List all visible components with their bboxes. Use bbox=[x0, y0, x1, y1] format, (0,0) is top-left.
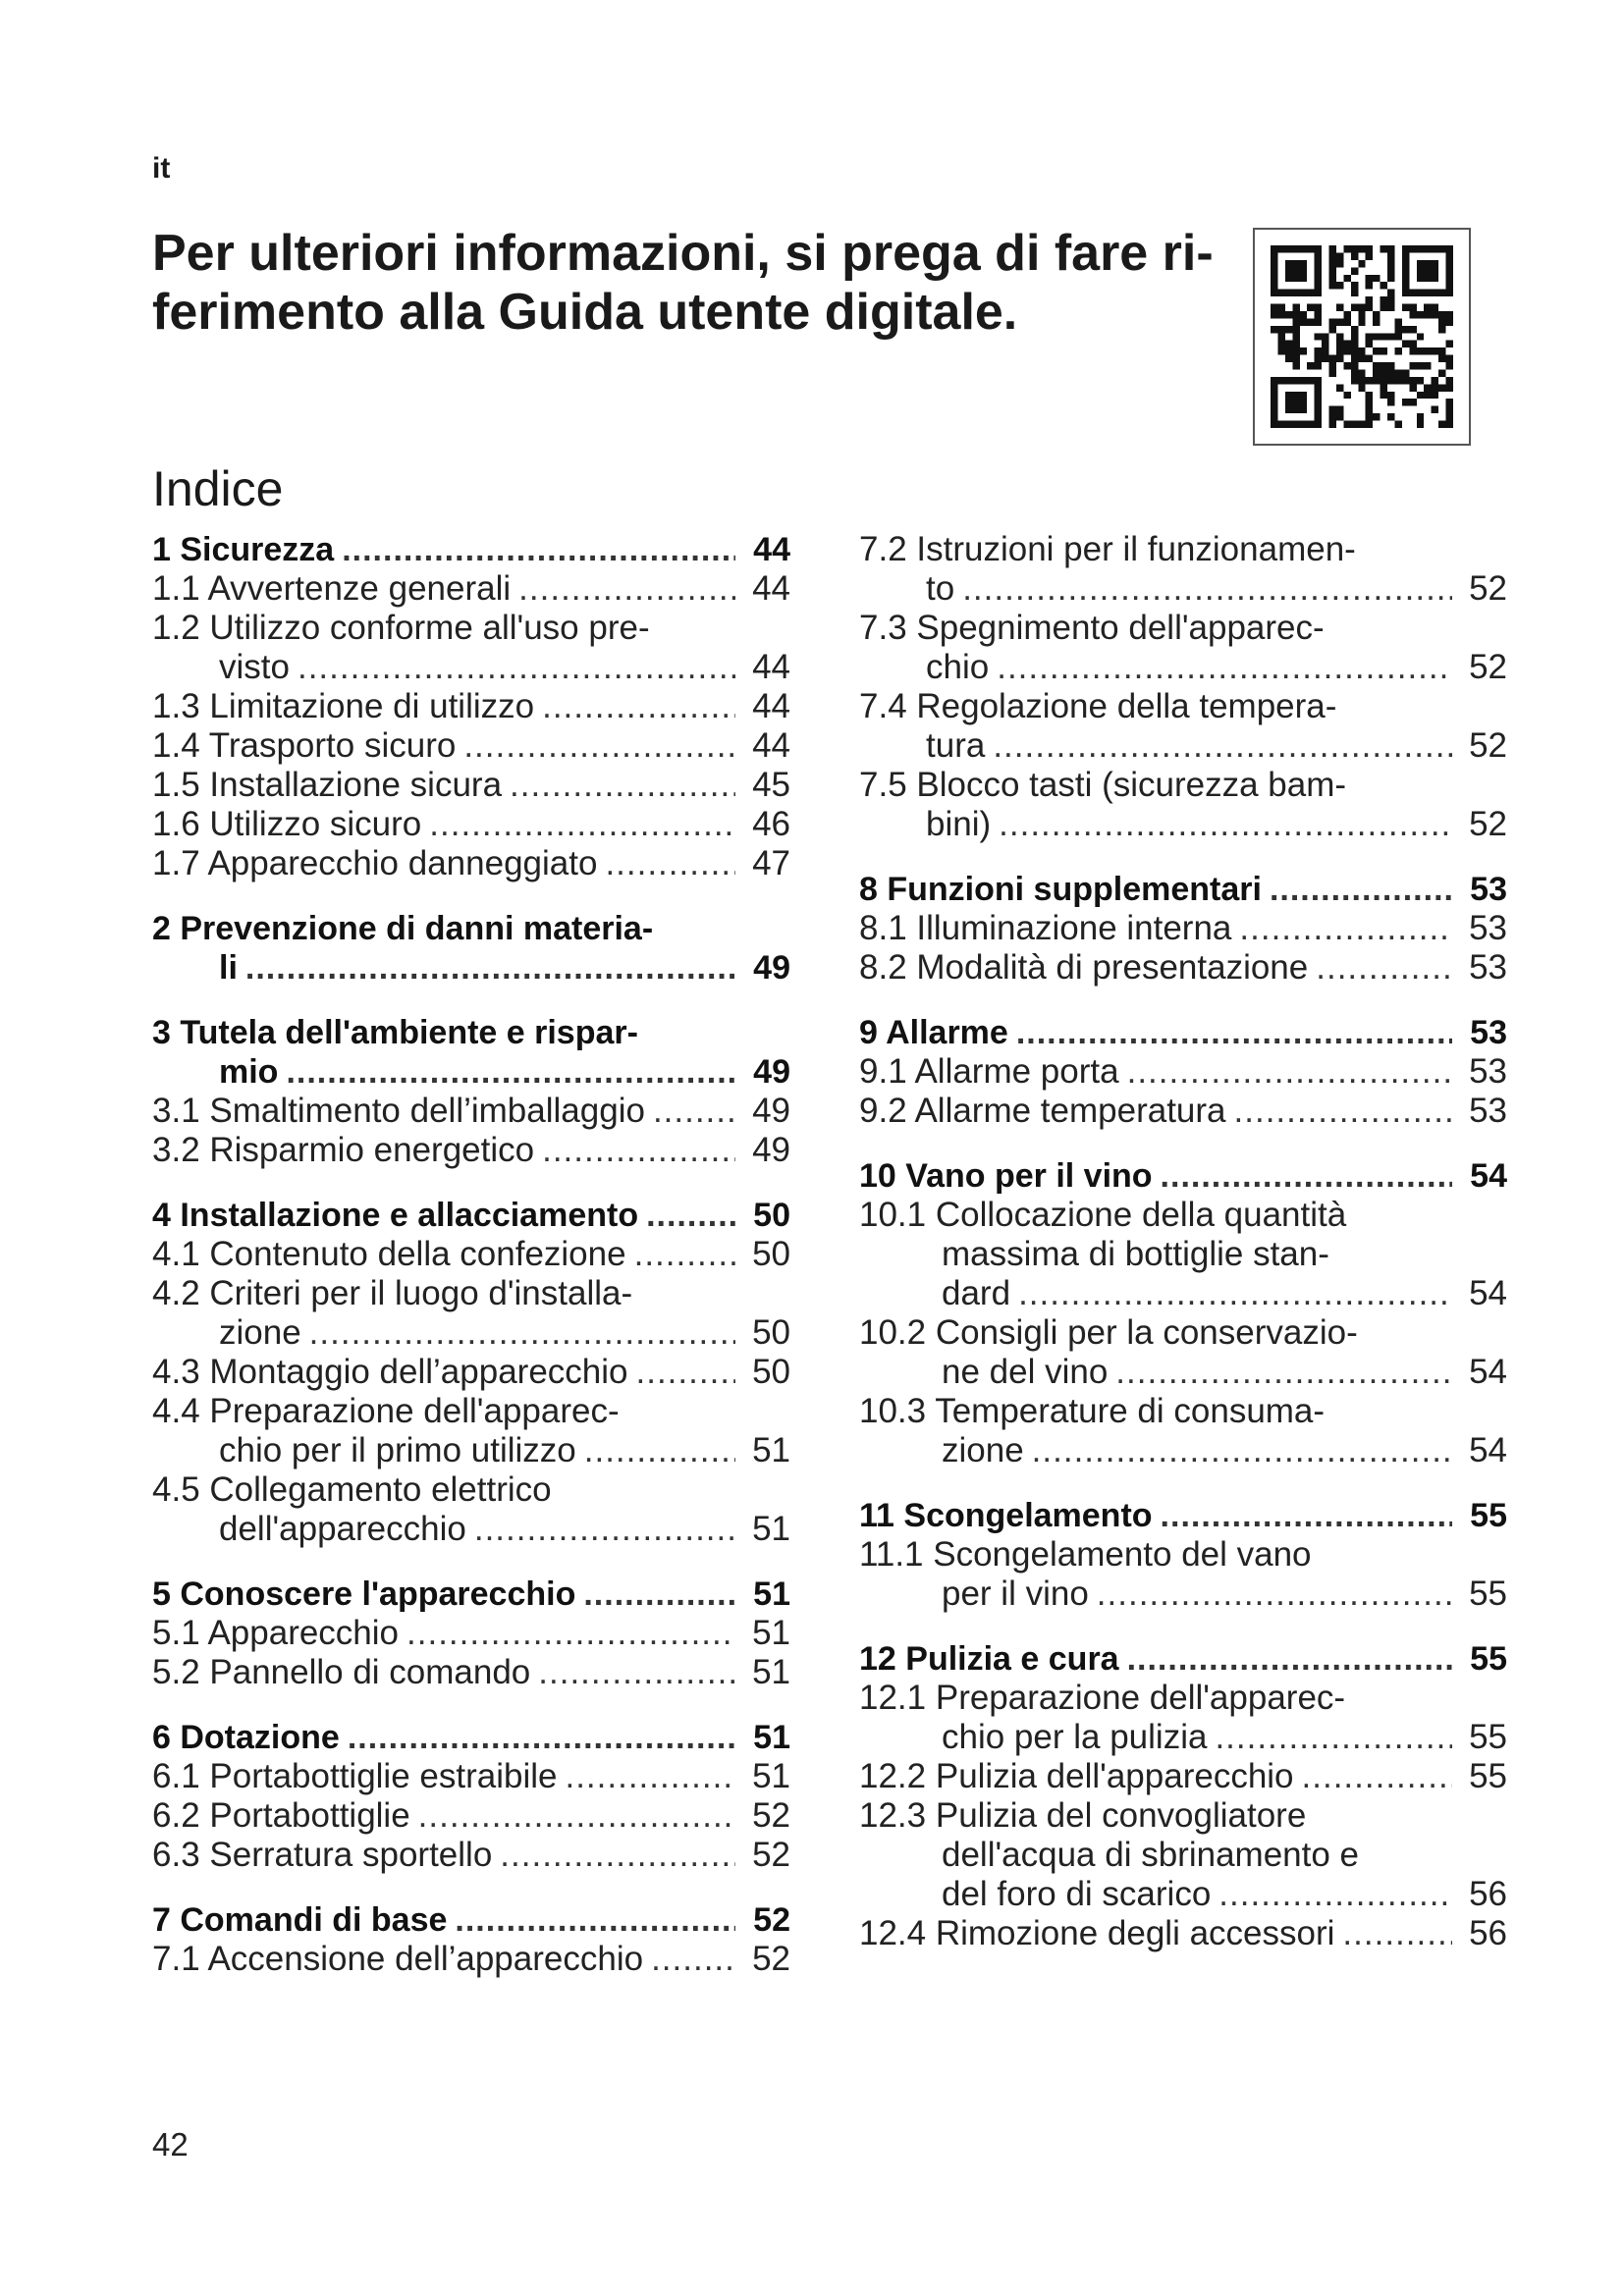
leader-dots bbox=[653, 1092, 735, 1131]
toc-entry-title: zione bbox=[942, 1431, 1024, 1469]
toc-entry-line bbox=[859, 726, 1507, 766]
toc-entry-title: 7 Comandi di base bbox=[152, 1901, 448, 1939]
leader-dots bbox=[1127, 1639, 1452, 1679]
toc-entry-line: 2 Prevenzione di danni materia- bbox=[152, 910, 654, 947]
toc-page-number: 52 bbox=[1469, 726, 1507, 765]
toc-entry-line bbox=[152, 569, 790, 609]
toc-entry-title: 9.2 Allarme temperatura bbox=[859, 1092, 1226, 1130]
toc-entry-title: 8 Funzioni supplementari bbox=[859, 871, 1262, 908]
toc-subsection-entry[interactable] bbox=[859, 1392, 1507, 1470]
toc-page-number: 49 bbox=[752, 1131, 790, 1169]
toc-subsection-entry[interactable] bbox=[152, 1796, 790, 1836]
toc-page-number: 51 bbox=[752, 1614, 790, 1652]
toc-subsection-entry[interactable] bbox=[152, 1235, 790, 1274]
toc-section bbox=[152, 1718, 790, 1875]
toc-entry-title: 4.1 Contenuto della confezione bbox=[152, 1235, 626, 1273]
toc-entry-title: 4 Installazione e allacciamento bbox=[152, 1197, 639, 1234]
toc-entry-title: chio bbox=[926, 648, 990, 686]
toc-entry-line bbox=[859, 1718, 1507, 1757]
toc-subsection-entry[interactable] bbox=[152, 1353, 790, 1392]
leader-dots bbox=[1016, 1013, 1452, 1052]
toc-entry-title: per il vino bbox=[942, 1575, 1089, 1613]
toc-entry-title: 9.1 Allarme porta bbox=[859, 1052, 1119, 1091]
page-headline bbox=[152, 224, 1222, 342]
toc-entry-line: 4.2 Criteri per il luogo d'installa- bbox=[152, 1274, 633, 1312]
toc-subsection-entry[interactable] bbox=[859, 1757, 1507, 1796]
toc-entry-line bbox=[859, 1013, 1507, 1052]
toc-entry-title: 6.3 Serratura sportello bbox=[152, 1836, 493, 1874]
leader-dots bbox=[584, 1431, 735, 1470]
leader-dots bbox=[646, 1196, 735, 1235]
leader-dots bbox=[298, 648, 735, 687]
leader-dots bbox=[1239, 909, 1452, 948]
toc-entry-line: 12.3 Pulizia del convogliatore bbox=[859, 1796, 1307, 1835]
toc-chapter-entry[interactable] bbox=[152, 1196, 790, 1235]
toc-entry-title: 1.7 Apparecchio danneggiato bbox=[152, 844, 598, 882]
toc-entry-title: visto bbox=[219, 648, 290, 686]
leader-dots bbox=[348, 1718, 735, 1757]
toc-entry-title: dard bbox=[942, 1274, 1011, 1312]
page-number: 42 bbox=[152, 2126, 189, 2163]
toc-subsection-entry[interactable] bbox=[152, 766, 790, 805]
toc-entry-line bbox=[859, 569, 1507, 609]
leader-dots bbox=[309, 1313, 735, 1353]
toc-page-number: 50 bbox=[753, 1197, 790, 1234]
toc-entry-title: 5.2 Pannello di comando bbox=[152, 1653, 531, 1691]
leader-dots bbox=[538, 1653, 735, 1692]
index-title: Indice bbox=[152, 461, 284, 516]
toc-entry-line bbox=[152, 1431, 790, 1470]
toc-page-number: 51 bbox=[752, 1757, 790, 1795]
toc-entry-line bbox=[152, 1796, 790, 1836]
toc-entry-title: 7.1 Accensione dell’apparecchio bbox=[152, 1940, 644, 1978]
toc-entry-line bbox=[152, 766, 790, 805]
toc-entry-line bbox=[859, 1353, 1507, 1392]
leader-dots bbox=[1161, 1156, 1452, 1196]
toc-subsection-entry[interactable] bbox=[152, 1392, 790, 1470]
toc-chapter-entry[interactable] bbox=[152, 1575, 790, 1614]
leader-dots bbox=[406, 1614, 735, 1653]
toc-page-number: 49 bbox=[752, 1092, 790, 1130]
toc-section bbox=[859, 1013, 1507, 1131]
leader-dots bbox=[474, 1510, 735, 1549]
toc-entry-line bbox=[152, 530, 790, 569]
toc-subsection-entry[interactable] bbox=[152, 1940, 790, 1979]
toc-entry-line bbox=[859, 648, 1507, 687]
leader-dots bbox=[1161, 1496, 1452, 1535]
toc-entry-line: 10.2 Consigli per la conservazio- bbox=[859, 1313, 1358, 1352]
toc-page-number: 52 bbox=[753, 1901, 790, 1939]
leader-dots bbox=[455, 1900, 735, 1940]
toc-entry-title: 12.4 Rimozione degli accessori bbox=[859, 1914, 1335, 1952]
toc-subsection-entry[interactable] bbox=[152, 726, 790, 766]
leader-dots bbox=[342, 530, 735, 569]
toc-chapter-entry[interactable] bbox=[859, 870, 1507, 909]
toc-subsection-entry[interactable] bbox=[859, 766, 1507, 844]
toc-subsection-entry[interactable] bbox=[152, 844, 790, 883]
toc-page-number: 52 bbox=[752, 1940, 790, 1978]
toc-page-number: 47 bbox=[752, 844, 790, 882]
toc-entry-title: 12.2 Pulizia dell'apparecchio bbox=[859, 1757, 1294, 1795]
toc-entry-line bbox=[152, 1510, 790, 1549]
toc-chapter-entry[interactable] bbox=[152, 909, 790, 988]
toc-subsection-entry[interactable] bbox=[859, 948, 1507, 988]
toc-page-number: 53 bbox=[1470, 1014, 1507, 1051]
toc-subsection-entry[interactable] bbox=[859, 909, 1507, 948]
toc-entry-line: 7.2 Istruzioni per il funzionamen- bbox=[859, 530, 1356, 568]
toc-entry-title: mio bbox=[219, 1053, 279, 1091]
leader-dots bbox=[605, 844, 735, 883]
toc-entry-line bbox=[152, 648, 790, 687]
toc-entry-line bbox=[859, 1052, 1507, 1092]
toc-subsection-entry[interactable] bbox=[859, 1313, 1507, 1392]
toc-entry-line bbox=[152, 1092, 790, 1131]
toc-page-number: 55 bbox=[1469, 1718, 1507, 1756]
toc-entry-title: 1.5 Installazione sicura bbox=[152, 766, 503, 804]
toc-page-number: 50 bbox=[752, 1353, 790, 1391]
toc-entry-title: 1.1 Avvertenze generali bbox=[152, 569, 512, 608]
leader-dots bbox=[565, 1757, 735, 1796]
toc-entry-line: 4.5 Collegamento elettrico bbox=[152, 1470, 552, 1509]
toc-subsection-entry[interactable] bbox=[152, 1653, 790, 1692]
toc-entry-line bbox=[152, 1900, 790, 1940]
toc-page-number: 51 bbox=[752, 1510, 790, 1548]
toc-page-number: 51 bbox=[753, 1719, 790, 1756]
toc-subsection-entry[interactable] bbox=[859, 530, 1507, 609]
toc-section bbox=[859, 1496, 1507, 1614]
leader-dots bbox=[1342, 1914, 1452, 1953]
toc-entry-line: 10.3 Temperature di consuma- bbox=[859, 1392, 1326, 1430]
leader-dots bbox=[518, 569, 735, 609]
leader-dots bbox=[997, 648, 1452, 687]
toc-subsection-entry[interactable] bbox=[152, 569, 790, 609]
toc-entry-title: 6.2 Portabottiglie bbox=[152, 1796, 410, 1835]
toc-page-number: 56 bbox=[1469, 1914, 1507, 1952]
toc-page-number: 53 bbox=[1470, 871, 1507, 908]
leader-dots bbox=[1218, 1875, 1452, 1914]
toc-entry-line bbox=[859, 948, 1507, 988]
toc-entry-title: 4.3 Montaggio dell’apparecchio bbox=[152, 1353, 628, 1391]
toc-entry-line bbox=[152, 805, 790, 844]
toc-subsection-entry[interactable] bbox=[152, 1470, 790, 1549]
toc-entry-line bbox=[859, 1575, 1507, 1614]
toc-entry-line bbox=[152, 1235, 790, 1274]
leader-dots bbox=[636, 1353, 736, 1392]
toc-page-number: 44 bbox=[752, 648, 790, 686]
toc-entry-line bbox=[152, 1575, 790, 1614]
toc-entry-line bbox=[152, 1653, 790, 1692]
leader-dots bbox=[1234, 1092, 1452, 1131]
toc-entry-title: chio per la pulizia bbox=[942, 1718, 1208, 1756]
toc-page-number: 46 bbox=[752, 805, 790, 843]
toc-subsection-entry[interactable] bbox=[859, 1796, 1507, 1914]
toc-entry-line bbox=[152, 1353, 790, 1392]
leader-dots bbox=[999, 805, 1452, 844]
toc-section bbox=[859, 1156, 1507, 1470]
leader-dots bbox=[418, 1796, 735, 1836]
toc-entry-line bbox=[152, 1313, 790, 1353]
toc-entry-title: ne del vino bbox=[942, 1353, 1109, 1391]
toc-page-number: 53 bbox=[1469, 948, 1507, 987]
leader-dots bbox=[1127, 1052, 1452, 1092]
toc-page-number: 51 bbox=[752, 1653, 790, 1691]
toc-entry-line: 1.2 Utilizzo conforme all'uso pre- bbox=[152, 609, 650, 647]
toc-entry-title: bini) bbox=[926, 805, 992, 843]
toc-page-number: 44 bbox=[753, 531, 790, 568]
toc-left-column bbox=[152, 530, 790, 2004]
toc-entry-title: 8.2 Modalità di presentazione bbox=[859, 948, 1309, 987]
toc-entry-title: del foro di scarico bbox=[942, 1875, 1212, 1913]
toc-section bbox=[152, 909, 790, 988]
toc-entry-line bbox=[152, 687, 790, 726]
leader-dots bbox=[245, 948, 735, 988]
toc-entry-title: 8.1 Illuminazione interna bbox=[859, 909, 1232, 947]
leader-dots bbox=[500, 1836, 735, 1875]
toc-chapter-entry[interactable] bbox=[152, 1013, 790, 1092]
toc-entry-line bbox=[152, 1614, 790, 1653]
toc-page-number: 45 bbox=[752, 766, 790, 804]
leader-dots bbox=[993, 726, 1452, 766]
headline-line: ferimento alla Guida utente digitale. bbox=[152, 284, 1018, 341]
leader-dots bbox=[1215, 1718, 1452, 1757]
toc-subsection-entry[interactable] bbox=[859, 1914, 1507, 1953]
leader-dots bbox=[583, 1575, 735, 1614]
toc-subsection-entry[interactable] bbox=[152, 1092, 790, 1131]
toc-chapter-entry[interactable] bbox=[152, 1900, 790, 1940]
leader-dots bbox=[1270, 870, 1452, 909]
toc-entry-line bbox=[152, 1196, 790, 1235]
toc-section bbox=[859, 870, 1507, 988]
toc-entry-line bbox=[859, 1639, 1507, 1679]
toc-entry-title: tura bbox=[926, 726, 986, 765]
toc-entry-title: 6.1 Portabottiglie estraibile bbox=[152, 1757, 558, 1795]
toc-entry-line bbox=[152, 844, 790, 883]
toc-entry-line bbox=[152, 1131, 790, 1170]
toc-subsection-entry[interactable] bbox=[859, 1196, 1507, 1313]
qr-code-pattern bbox=[1271, 245, 1453, 428]
toc-entry-title: 6 Dotazione bbox=[152, 1719, 340, 1756]
toc-right-column bbox=[859, 530, 1507, 1979]
toc-entry-line bbox=[152, 1836, 790, 1875]
leader-dots bbox=[651, 1940, 735, 1979]
leader-dots bbox=[429, 805, 735, 844]
toc-entry-line bbox=[859, 1092, 1507, 1131]
toc-entry-line bbox=[859, 1757, 1507, 1796]
toc-entry-line: dell'acqua di sbrinamento e bbox=[942, 1836, 1360, 1874]
toc-page-number: 52 bbox=[1469, 805, 1507, 843]
headline-line: Per ulteriori informazioni, si prega di fare ri- bbox=[152, 225, 1214, 282]
toc-chapter-entry[interactable] bbox=[152, 1718, 790, 1757]
toc-entry-line: massima di bottiglie stan- bbox=[942, 1235, 1329, 1273]
toc-entry-line: 7.4 Regolazione della tempera- bbox=[859, 687, 1337, 725]
toc-section bbox=[152, 1900, 790, 1979]
toc-entry-line bbox=[859, 1274, 1507, 1313]
toc-entry-title: 11 Scongelamento bbox=[859, 1497, 1153, 1534]
toc-entry-line bbox=[859, 909, 1507, 948]
toc-entry-line bbox=[859, 1431, 1507, 1470]
toc-subsection-entry[interactable] bbox=[859, 1092, 1507, 1131]
toc-entry-line bbox=[859, 870, 1507, 909]
toc-subsection-entry[interactable] bbox=[152, 1274, 790, 1353]
toc-chapter-entry[interactable] bbox=[859, 1013, 1507, 1052]
toc-entry-title: 3.1 Smaltimento dell’imballaggio bbox=[152, 1092, 645, 1130]
leader-dots bbox=[510, 766, 735, 805]
toc-subsection-entry[interactable] bbox=[859, 687, 1507, 766]
toc-entry-line: 7.5 Blocco tasti (sicurezza bam- bbox=[859, 766, 1347, 804]
leader-dots bbox=[962, 569, 1452, 609]
leader-dots bbox=[634, 1235, 735, 1274]
toc-entry-title: 1.3 Limitazione di utilizzo bbox=[152, 687, 535, 725]
toc-page-number: 52 bbox=[1469, 648, 1507, 686]
toc-entry-line bbox=[152, 1052, 790, 1092]
toc-page-number: 55 bbox=[1470, 1640, 1507, 1678]
toc-page-number: 52 bbox=[1469, 569, 1507, 608]
leader-dots bbox=[1316, 948, 1452, 988]
leader-dots bbox=[1115, 1353, 1452, 1392]
toc-page-number: 54 bbox=[1469, 1431, 1507, 1469]
toc-entry-line: 7.3 Spegnimento dell'apparec- bbox=[859, 609, 1325, 647]
toc-entry-line bbox=[859, 1914, 1507, 1953]
leader-dots bbox=[1018, 1274, 1452, 1313]
toc-subsection-entry[interactable] bbox=[152, 609, 790, 687]
toc-page-number: 44 bbox=[752, 726, 790, 765]
toc-page-number: 53 bbox=[1469, 909, 1507, 947]
toc-chapter-entry[interactable] bbox=[859, 1639, 1507, 1679]
toc-entry-title: 5 Conoscere l'apparecchio bbox=[152, 1575, 576, 1613]
toc-entry-line: 11.1 Scongelamento del vano bbox=[859, 1535, 1312, 1574]
toc-page-number: 55 bbox=[1470, 1497, 1507, 1534]
toc-subsection-entry[interactable] bbox=[152, 1614, 790, 1653]
leader-dots bbox=[1302, 1757, 1452, 1796]
toc-entry-title: 10 Vano per il vino bbox=[859, 1157, 1153, 1195]
toc-entry-title: 3.2 Risparmio energetico bbox=[152, 1131, 535, 1169]
toc-subsection-entry[interactable] bbox=[152, 1131, 790, 1170]
toc-entry-line bbox=[152, 726, 790, 766]
qr-code-icon[interactable] bbox=[1253, 228, 1471, 446]
toc-section bbox=[152, 1575, 790, 1692]
toc-page-number: 54 bbox=[1469, 1353, 1507, 1391]
toc-subsection-entry[interactable] bbox=[859, 609, 1507, 687]
leader-dots bbox=[542, 1131, 735, 1170]
toc-entry-title: 1.4 Trasporto sicuro bbox=[152, 726, 457, 765]
toc-entry-title: to bbox=[926, 569, 955, 608]
toc-entry-title: chio per il primo utilizzo bbox=[219, 1431, 576, 1469]
toc-page-number: 51 bbox=[753, 1575, 790, 1613]
toc-subsection-entry[interactable] bbox=[152, 805, 790, 844]
toc-page-number: 52 bbox=[752, 1836, 790, 1874]
toc-entry-line bbox=[859, 1496, 1507, 1535]
toc-page-number: 54 bbox=[1469, 1274, 1507, 1312]
leader-dots bbox=[463, 726, 735, 766]
toc-entry-line bbox=[859, 1875, 1507, 1914]
toc-entry-line: 3 Tutela dell'ambiente e rispar- bbox=[152, 1014, 638, 1051]
toc-section bbox=[152, 530, 790, 883]
toc-entry-title: li bbox=[219, 949, 238, 987]
toc-entry-line bbox=[152, 1940, 790, 1979]
toc-entry-line bbox=[152, 1757, 790, 1796]
toc-entry-line: 12.1 Preparazione dell'apparec- bbox=[859, 1679, 1346, 1717]
toc-entry-line bbox=[152, 1718, 790, 1757]
toc-chapter-entry[interactable] bbox=[859, 1156, 1507, 1196]
toc-entry-title: 9 Allarme bbox=[859, 1014, 1008, 1051]
toc-page-number: 44 bbox=[752, 687, 790, 725]
toc-page-number: 44 bbox=[752, 569, 790, 608]
leader-dots bbox=[1097, 1575, 1452, 1614]
toc-section bbox=[152, 1196, 790, 1549]
toc-subsection-entry[interactable] bbox=[152, 1757, 790, 1796]
toc-page-number: 56 bbox=[1469, 1875, 1507, 1913]
toc-subsection-entry[interactable] bbox=[152, 1836, 790, 1875]
toc-entry-line bbox=[859, 805, 1507, 844]
toc-entry-title: 1 Sicurezza bbox=[152, 531, 335, 568]
toc-page-number: 49 bbox=[753, 1053, 790, 1091]
toc-page-number: 49 bbox=[753, 949, 790, 987]
toc-page-number: 52 bbox=[752, 1796, 790, 1835]
toc-section bbox=[859, 1639, 1507, 1953]
toc-page-number: 50 bbox=[752, 1235, 790, 1273]
leader-dots bbox=[286, 1052, 735, 1092]
toc-page-number: 51 bbox=[752, 1431, 790, 1469]
toc-entry-line: 4.4 Preparazione dell'apparec- bbox=[152, 1392, 620, 1430]
toc-page-number: 55 bbox=[1469, 1575, 1507, 1613]
toc-entry-title: zione bbox=[219, 1313, 301, 1352]
leader-dots bbox=[542, 687, 735, 726]
toc-subsection-entry[interactable] bbox=[859, 1052, 1507, 1092]
toc-page-number: 53 bbox=[1469, 1052, 1507, 1091]
toc-page-number: 54 bbox=[1470, 1157, 1507, 1195]
toc-page-number: 55 bbox=[1469, 1757, 1507, 1795]
toc-chapter-entry[interactable] bbox=[152, 530, 790, 569]
toc-entry-title: 5.1 Apparecchio bbox=[152, 1614, 400, 1652]
toc-page-number: 53 bbox=[1469, 1092, 1507, 1130]
toc-entry-line bbox=[152, 948, 790, 988]
language-tag: it bbox=[152, 152, 171, 185]
toc-entry-line bbox=[859, 1156, 1507, 1196]
toc-section bbox=[859, 530, 1507, 844]
toc-section bbox=[152, 1013, 790, 1170]
toc-subsection-entry[interactable] bbox=[152, 687, 790, 726]
toc-subsection-entry[interactable] bbox=[859, 1535, 1507, 1614]
toc-entry-title: 12 Pulizia e cura bbox=[859, 1640, 1119, 1678]
leader-dots bbox=[1032, 1431, 1452, 1470]
toc-entry-title: dell'apparecchio bbox=[219, 1510, 466, 1548]
toc-page-number: 50 bbox=[752, 1313, 790, 1352]
toc-chapter-entry[interactable] bbox=[859, 1496, 1507, 1535]
toc-entry-line: 10.1 Collocazione della quantità bbox=[859, 1196, 1347, 1234]
toc-entry-title: 1.6 Utilizzo sicuro bbox=[152, 805, 422, 843]
toc-subsection-entry[interactable] bbox=[859, 1679, 1507, 1757]
